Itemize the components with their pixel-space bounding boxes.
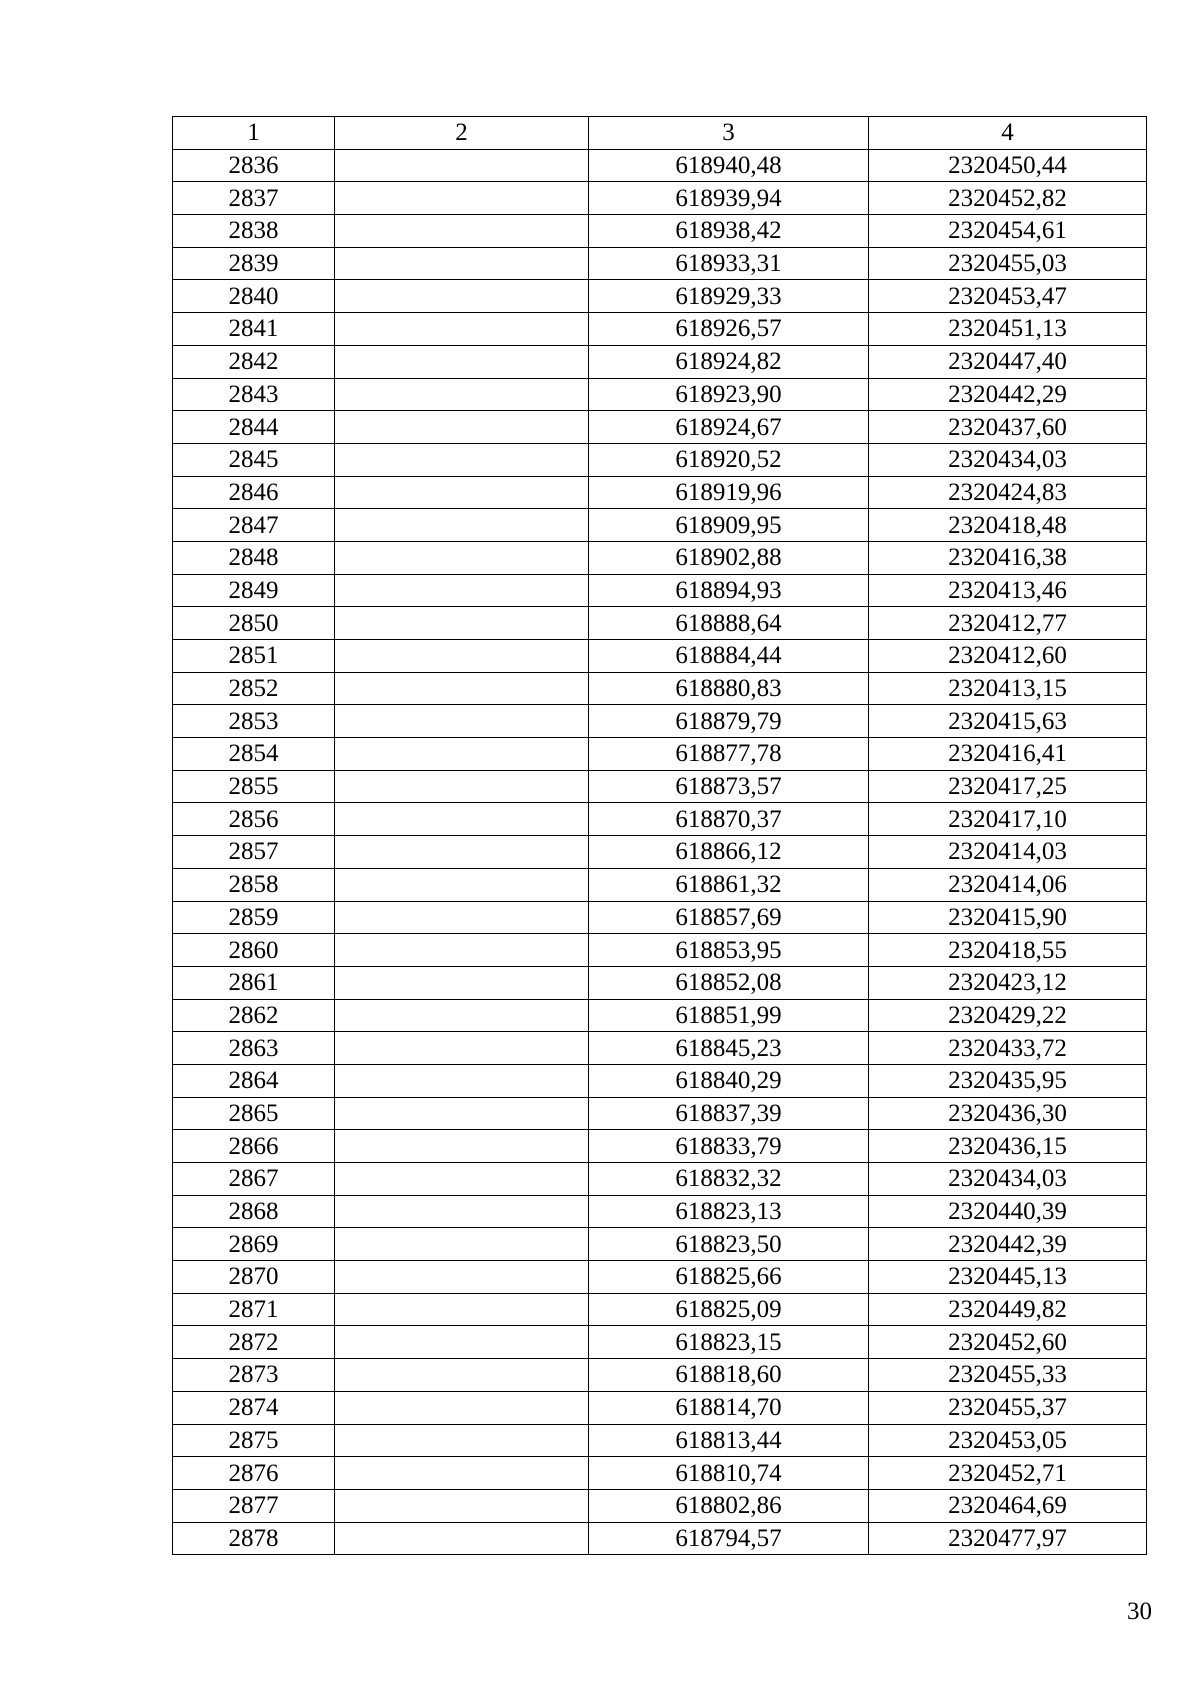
y-coordinate-cell: 2320413,15: [869, 672, 1147, 705]
table-row: [173, 443, 1147, 476]
point-number-cell: 2842: [173, 345, 335, 378]
y-coordinate-cell: 2320450,44: [869, 149, 1147, 182]
empty-cell: [335, 280, 589, 313]
empty-cell: [335, 574, 589, 607]
y-coordinate-cell: 2320418,55: [869, 934, 1147, 967]
x-coordinate-cell: 618933,31: [589, 247, 869, 280]
y-coordinate-cell: 2320453,47: [869, 280, 1147, 313]
table-row: [173, 705, 1147, 738]
x-coordinate-cell: 618926,57: [589, 313, 869, 346]
x-coordinate-cell: 618823,50: [589, 1228, 869, 1261]
empty-cell: [335, 411, 589, 444]
y-coordinate-cell: 2320434,03: [869, 1163, 1147, 1196]
y-coordinate-cell: 2320452,60: [869, 1326, 1147, 1359]
y-coordinate-cell: 2320464,69: [869, 1489, 1147, 1522]
y-coordinate-cell: 2320414,03: [869, 836, 1147, 869]
table-row: [173, 215, 1147, 248]
x-coordinate-cell: 618861,32: [589, 868, 869, 901]
x-coordinate-cell: 618852,08: [589, 966, 869, 999]
x-coordinate-cell: 618939,94: [589, 182, 869, 215]
table-row: [173, 1359, 1147, 1392]
y-coordinate-cell: 2320455,03: [869, 247, 1147, 280]
x-coordinate-cell: 618920,52: [589, 443, 869, 476]
x-coordinate-cell: 618851,99: [589, 999, 869, 1032]
y-coordinate-cell: 2320442,39: [869, 1228, 1147, 1261]
x-coordinate-cell: 618823,13: [589, 1195, 869, 1228]
x-coordinate-cell: 618794,57: [589, 1522, 869, 1555]
y-coordinate-cell: 2320452,71: [869, 1457, 1147, 1490]
x-coordinate-cell: 618919,96: [589, 476, 869, 509]
point-number-cell: 2855: [173, 770, 335, 803]
empty-cell: [335, 1489, 589, 1522]
y-coordinate-cell: 2320453,05: [869, 1424, 1147, 1457]
table-row: [173, 411, 1147, 444]
empty-cell: [335, 1391, 589, 1424]
table-row: [173, 313, 1147, 346]
empty-cell: [335, 705, 589, 738]
empty-cell: [335, 443, 589, 476]
empty-cell: [335, 1326, 589, 1359]
table-row: [173, 607, 1147, 640]
empty-cell: [335, 672, 589, 705]
empty-cell: [335, 1195, 589, 1228]
x-coordinate-cell: 618840,29: [589, 1064, 869, 1097]
empty-cell: [335, 182, 589, 215]
y-coordinate-cell: 2320455,37: [869, 1391, 1147, 1424]
table-row: [173, 1032, 1147, 1065]
table-row: [173, 1130, 1147, 1163]
table-row: [173, 934, 1147, 967]
table-row: [173, 868, 1147, 901]
table-row: [173, 247, 1147, 280]
table-row: [173, 509, 1147, 542]
x-coordinate-cell: 618902,88: [589, 541, 869, 574]
table-header: [173, 117, 1147, 150]
point-number-cell: 2844: [173, 411, 335, 444]
empty-cell: [335, 934, 589, 967]
point-number-cell: 2851: [173, 640, 335, 673]
y-coordinate-cell: 2320454,61: [869, 215, 1147, 248]
empty-cell: [335, 901, 589, 934]
x-coordinate-cell: 618833,79: [589, 1130, 869, 1163]
empty-cell: [335, 1163, 589, 1196]
x-coordinate-cell: 618929,33: [589, 280, 869, 313]
empty-cell: [335, 476, 589, 509]
page-number: 30: [1127, 1598, 1152, 1625]
table-row: [173, 280, 1147, 313]
table-row: [173, 999, 1147, 1032]
point-number-cell: 2843: [173, 378, 335, 411]
table-row: [173, 1064, 1147, 1097]
y-coordinate-cell: 2320433,72: [869, 1032, 1147, 1065]
point-number-cell: 2871: [173, 1293, 335, 1326]
table-row: [173, 966, 1147, 999]
point-number-cell: 2862: [173, 999, 335, 1032]
point-number-cell: 2838: [173, 215, 335, 248]
point-number-cell: 2858: [173, 868, 335, 901]
point-number-cell: 2850: [173, 607, 335, 640]
x-coordinate-cell: 618825,66: [589, 1261, 869, 1294]
empty-cell: [335, 803, 589, 836]
table-row: [173, 672, 1147, 705]
y-coordinate-cell: 2320434,03: [869, 443, 1147, 476]
header-cell-col-4: 4: [869, 117, 1147, 150]
y-coordinate-cell: 2320424,83: [869, 476, 1147, 509]
x-coordinate-cell: 618940,48: [589, 149, 869, 182]
y-coordinate-cell: 2320437,60: [869, 411, 1147, 444]
table-row: [173, 1195, 1147, 1228]
empty-cell: [335, 1261, 589, 1294]
point-number-cell: 2877: [173, 1489, 335, 1522]
table-row: [173, 1326, 1147, 1359]
y-coordinate-cell: 2320413,46: [869, 574, 1147, 607]
x-coordinate-cell: 618884,44: [589, 640, 869, 673]
point-number-cell: 2873: [173, 1359, 335, 1392]
point-number-cell: 2872: [173, 1326, 335, 1359]
empty-cell: [335, 541, 589, 574]
table-row: [173, 574, 1147, 607]
point-number-cell: 2846: [173, 476, 335, 509]
point-number-cell: 2836: [173, 149, 335, 182]
empty-cell: [335, 1228, 589, 1261]
empty-cell: [335, 149, 589, 182]
point-number-cell: 2857: [173, 836, 335, 869]
point-number-cell: 2848: [173, 541, 335, 574]
y-coordinate-cell: 2320415,63: [869, 705, 1147, 738]
table-row: [173, 476, 1147, 509]
x-coordinate-cell: 618879,79: [589, 705, 869, 738]
y-coordinate-cell: 2320435,95: [869, 1064, 1147, 1097]
point-number-cell: 2865: [173, 1097, 335, 1130]
empty-cell: [335, 607, 589, 640]
point-number-cell: 2856: [173, 803, 335, 836]
x-coordinate-cell: 618857,69: [589, 901, 869, 934]
table-row: [173, 901, 1147, 934]
y-coordinate-cell: 2320440,39: [869, 1195, 1147, 1228]
table-row: [173, 836, 1147, 869]
y-coordinate-cell: 2320415,90: [869, 901, 1147, 934]
empty-cell: [335, 378, 589, 411]
table-row: [173, 345, 1147, 378]
empty-cell: [335, 215, 589, 248]
y-coordinate-cell: 2320417,25: [869, 770, 1147, 803]
x-coordinate-cell: 618866,12: [589, 836, 869, 869]
empty-cell: [335, 1293, 589, 1326]
point-number-cell: 2847: [173, 509, 335, 542]
empty-cell: [335, 1032, 589, 1065]
point-number-cell: 2874: [173, 1391, 335, 1424]
point-number-cell: 2863: [173, 1032, 335, 1065]
x-coordinate-cell: 618877,78: [589, 738, 869, 771]
empty-cell: [335, 1097, 589, 1130]
x-coordinate-cell: 618853,95: [589, 934, 869, 967]
point-number-cell: 2868: [173, 1195, 335, 1228]
point-number-cell: 2878: [173, 1522, 335, 1555]
x-coordinate-cell: 618924,82: [589, 345, 869, 378]
y-coordinate-cell: 2320414,06: [869, 868, 1147, 901]
empty-cell: [335, 738, 589, 771]
y-coordinate-cell: 2320436,30: [869, 1097, 1147, 1130]
point-number-cell: 2875: [173, 1424, 335, 1457]
table-row: [173, 1163, 1147, 1196]
point-number-cell: 2845: [173, 443, 335, 476]
table-row: [173, 738, 1147, 771]
x-coordinate-cell: 618832,32: [589, 1163, 869, 1196]
y-coordinate-cell: 2320416,38: [869, 541, 1147, 574]
empty-cell: [335, 313, 589, 346]
x-coordinate-cell: 618845,23: [589, 1032, 869, 1065]
empty-cell: [335, 770, 589, 803]
empty-cell: [335, 966, 589, 999]
x-coordinate-cell: 618894,93: [589, 574, 869, 607]
header-row: [173, 117, 1147, 150]
point-number-cell: 2839: [173, 247, 335, 280]
table-row: [173, 1261, 1147, 1294]
point-number-cell: 2854: [173, 738, 335, 771]
table-row: [173, 541, 1147, 574]
coordinates-table: [172, 116, 1147, 1555]
x-coordinate-cell: 618818,60: [589, 1359, 869, 1392]
y-coordinate-cell: 2320447,40: [869, 345, 1147, 378]
y-coordinate-cell: 2320429,22: [869, 999, 1147, 1032]
y-coordinate-cell: 2320477,97: [869, 1522, 1147, 1555]
table-row: [173, 770, 1147, 803]
table-row: [173, 640, 1147, 673]
empty-cell: [335, 345, 589, 378]
empty-cell: [335, 1522, 589, 1555]
point-number-cell: 2852: [173, 672, 335, 705]
x-coordinate-cell: 618813,44: [589, 1424, 869, 1457]
y-coordinate-cell: 2320452,82: [869, 182, 1147, 215]
empty-cell: [335, 1064, 589, 1097]
point-number-cell: 2853: [173, 705, 335, 738]
empty-cell: [335, 1424, 589, 1457]
x-coordinate-cell: 618870,37: [589, 803, 869, 836]
empty-cell: [335, 247, 589, 280]
y-coordinate-cell: 2320416,41: [869, 738, 1147, 771]
table-row: [173, 803, 1147, 836]
point-number-cell: 2870: [173, 1261, 335, 1294]
x-coordinate-cell: 618825,09: [589, 1293, 869, 1326]
point-number-cell: 2864: [173, 1064, 335, 1097]
empty-cell: [335, 640, 589, 673]
header-cell-col-3: 3: [589, 117, 869, 150]
x-coordinate-cell: 618924,67: [589, 411, 869, 444]
y-coordinate-cell: 2320442,29: [869, 378, 1147, 411]
point-number-cell: 2866: [173, 1130, 335, 1163]
table-row: [173, 1489, 1147, 1522]
table-row: [173, 1391, 1147, 1424]
empty-cell: [335, 868, 589, 901]
y-coordinate-cell: 2320412,60: [869, 640, 1147, 673]
x-coordinate-cell: 618802,86: [589, 1489, 869, 1522]
table-row: [173, 1293, 1147, 1326]
y-coordinate-cell: 2320412,77: [869, 607, 1147, 640]
x-coordinate-cell: 618909,95: [589, 509, 869, 542]
point-number-cell: 2840: [173, 280, 335, 313]
x-coordinate-cell: 618814,70: [589, 1391, 869, 1424]
table-row: [173, 1522, 1147, 1555]
y-coordinate-cell: 2320417,10: [869, 803, 1147, 836]
point-number-cell: 2841: [173, 313, 335, 346]
x-coordinate-cell: 618923,90: [589, 378, 869, 411]
empty-cell: [335, 1130, 589, 1163]
table-row: [173, 1424, 1147, 1457]
point-number-cell: 2876: [173, 1457, 335, 1490]
point-number-cell: 2867: [173, 1163, 335, 1196]
y-coordinate-cell: 2320418,48: [869, 509, 1147, 542]
x-coordinate-cell: 618888,64: [589, 607, 869, 640]
y-coordinate-cell: 2320445,13: [869, 1261, 1147, 1294]
x-coordinate-cell: 618837,39: [589, 1097, 869, 1130]
empty-cell: [335, 509, 589, 542]
header-cell-col-2: 2: [335, 117, 589, 150]
x-coordinate-cell: 618873,57: [589, 770, 869, 803]
point-number-cell: 2869: [173, 1228, 335, 1261]
empty-cell: [335, 999, 589, 1032]
y-coordinate-cell: 2320455,33: [869, 1359, 1147, 1392]
x-coordinate-cell: 618823,15: [589, 1326, 869, 1359]
y-coordinate-cell: 2320451,13: [869, 313, 1147, 346]
table-row: [173, 378, 1147, 411]
y-coordinate-cell: 2320449,82: [869, 1293, 1147, 1326]
point-number-cell: 2860: [173, 934, 335, 967]
point-number-cell: 2849: [173, 574, 335, 607]
empty-cell: [335, 836, 589, 869]
table-row: [173, 182, 1147, 215]
table-row: [173, 1457, 1147, 1490]
empty-cell: [335, 1359, 589, 1392]
x-coordinate-cell: 618810,74: [589, 1457, 869, 1490]
y-coordinate-cell: 2320423,12: [869, 966, 1147, 999]
table-row: [173, 1097, 1147, 1130]
empty-cell: [335, 1457, 589, 1490]
table-body: [173, 149, 1147, 1555]
x-coordinate-cell: 618880,83: [589, 672, 869, 705]
header-cell-col-1: 1: [173, 117, 335, 150]
point-number-cell: 2837: [173, 182, 335, 215]
x-coordinate-cell: 618938,42: [589, 215, 869, 248]
point-number-cell: 2859: [173, 901, 335, 934]
y-coordinate-cell: 2320436,15: [869, 1130, 1147, 1163]
table-row: [173, 149, 1147, 182]
table-row: [173, 1228, 1147, 1261]
point-number-cell: 2861: [173, 966, 335, 999]
